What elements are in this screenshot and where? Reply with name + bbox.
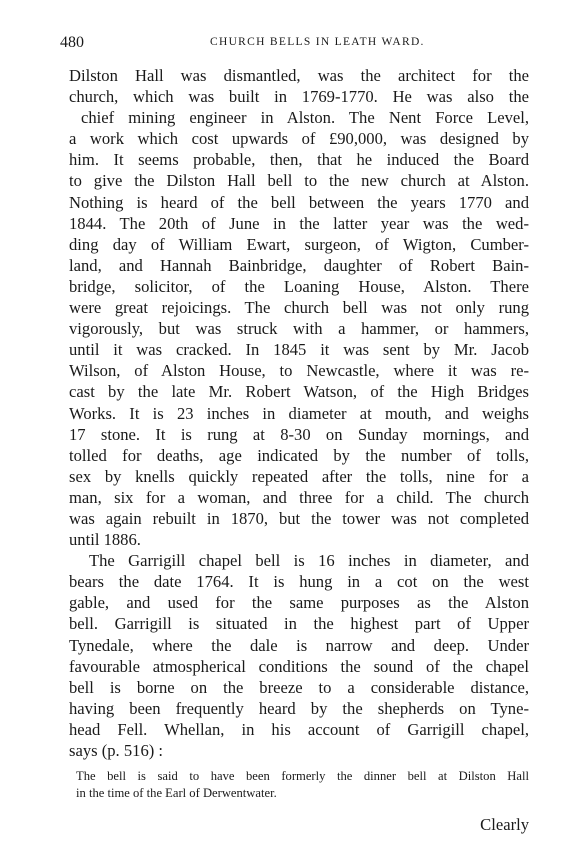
text-line: favourable atmospherical conditions the sound of the chapel <box>69 656 529 676</box>
quote-line: in the time of the Earl of Derwentwater. <box>76 786 277 800</box>
block-quote <box>76 768 529 802</box>
text-line: 17 stone. It is rung at 8-30 on Sunday mornings, and <box>69 424 529 444</box>
text-line: land, and Hannah Bainbridge, daughter of Robert Bain- <box>69 255 529 275</box>
body-text <box>69 65 529 761</box>
catchword: Clearly <box>480 815 529 834</box>
text-line: until it was cracked. In 1845 it was sent by Mr. Jacob <box>69 340 529 360</box>
text-line: 1844. The 20th of June in the latter year was the wed- <box>69 213 529 233</box>
quote-line: The bell is said to have been formerly the dinner bell at Dilston Hall <box>76 769 529 783</box>
text-line: bell is borne on the breeze to a considerable distance, <box>69 677 529 697</box>
text-line: gable, and used for the same purposes as the Alston <box>69 593 529 613</box>
text-line: bell. Garrigill is situated in the highest part of Upper <box>69 614 529 634</box>
text-line: Nothing is heard of the bell between the years 1770 and <box>69 192 529 212</box>
text-line: was again rebuilt in 1870, but the tower was not completed <box>69 508 529 528</box>
text-line: says (p. 516) : <box>69 741 164 760</box>
text-line: a work which cost upwards of £90,000, was designed by <box>69 129 529 149</box>
text-line: tolled for deaths, age indicated by the number of tolls, <box>69 445 529 465</box>
text-line: vigorously, but was struck with a hammer, or hammers, <box>69 319 529 339</box>
page-header <box>60 34 528 54</box>
text-line: having been frequently heard by the shepherds on Tyne- <box>69 698 529 718</box>
text-line: sex by knells quickly repeated after the tolls, nine for a <box>69 466 529 486</box>
text-line: The Garrigill chapel bell is 16 inches in diameter, and <box>89 551 529 571</box>
page-number: 480 <box>60 34 84 51</box>
text-line: head Fell. Whellan, in his account of Garrigill chapel, <box>69 719 529 739</box>
text-line: bears the date 1764. It is hung in a cot on the west <box>69 572 529 592</box>
text-line: church, which was built in 1769-1770. He was also the <box>69 87 529 107</box>
text-line: cast by the late Mr. Robert Watson, of the High Bridges <box>69 382 529 402</box>
running-title: CHURCH BELLS IN LEATH WARD. <box>210 36 425 48</box>
text-line: Dilston Hall was dismantled, was the architect for the <box>69 66 529 85</box>
text-line: until 1886. <box>69 530 141 550</box>
text-line: him. It seems probable, then, that he induced the Board <box>69 150 529 170</box>
text-line: to give the Dilston Hall bell to the new church at Alston. <box>69 171 529 191</box>
text-line: chief mining engineer in Alston. The Nent Force Level, <box>81 108 529 128</box>
text-line: man, six for a woman, and three for a child. The church <box>69 487 529 507</box>
text-line: were great rejoicings. The church bell was not only rung <box>69 298 529 318</box>
text-line: ding day of William Ewart, surgeon, of Wigton, Cumber- <box>69 234 529 254</box>
text-line: bridge, solicitor, of the Loaning House, Alston. There <box>69 276 529 296</box>
text-line: Wilson, of Alston House, to Newcastle, where it was re- <box>69 361 529 381</box>
text-line: Works. It is 23 inches in diameter at mouth, and weighs <box>69 403 529 423</box>
text-line: Tynedale, where the dale is narrow and deep. Under <box>69 635 529 655</box>
